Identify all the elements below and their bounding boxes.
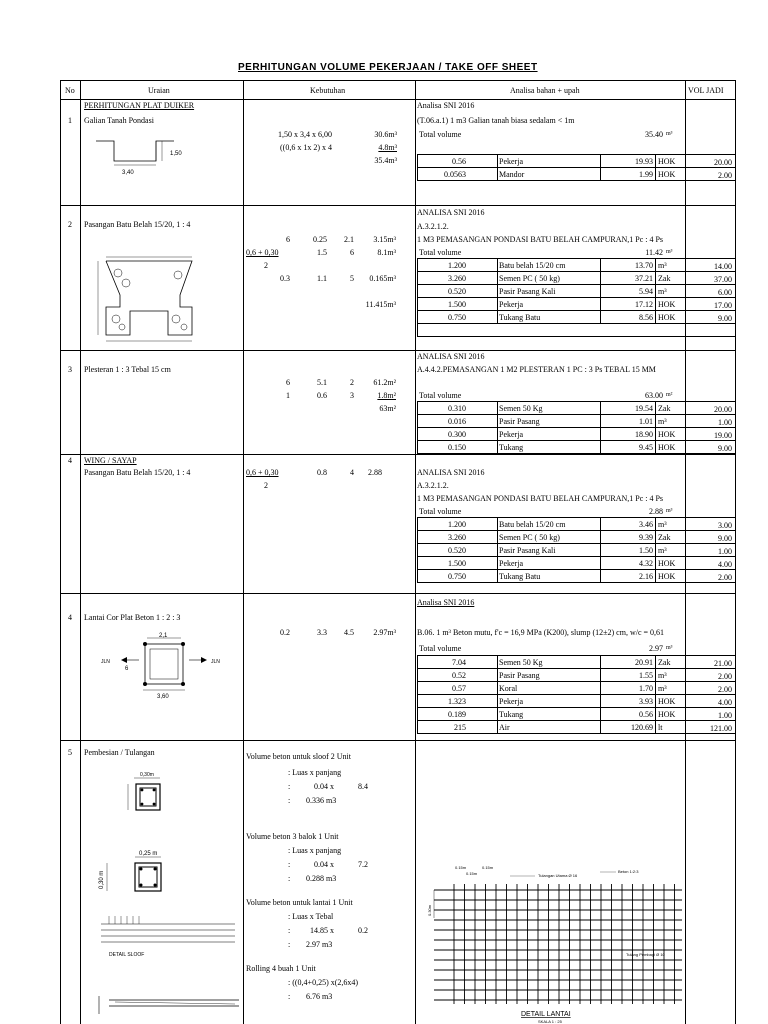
total-volume-label: Total volume — [419, 130, 462, 139]
excavation-diagram — [92, 135, 202, 180]
sloof-section-diagram — [98, 772, 168, 832]
rebar-bar-diagram — [95, 992, 243, 1016]
table-row-qty: 0.56 — [639, 710, 653, 719]
table-row-qty: 37.21 — [635, 274, 653, 283]
table-row-coef: 1.200 — [448, 520, 466, 529]
calc-block-title: Volume beton 3 balok 1 Unit — [246, 832, 339, 841]
table-row-qty: 8.56 — [639, 313, 653, 322]
calc-b: 0.8 — [317, 468, 327, 477]
calc-a: 0,6 + 0,30 — [246, 248, 279, 257]
total-volume-label: Total volume — [419, 644, 462, 653]
table-row-coef: 0.016 — [448, 417, 466, 426]
analysis-desc: (T.06.a.1) 1 m3 Galian tanah biasa sedalam < 1m — [417, 116, 575, 125]
calc-val-2: 4.8m³ — [378, 143, 397, 152]
item-title: Galian Tanah Pondasi — [84, 116, 154, 125]
table-row-qty: 4.32 — [639, 559, 653, 568]
table-row-unit: HOK — [658, 443, 676, 452]
item-number: 1 — [68, 116, 72, 125]
balok-section-diagram — [95, 845, 175, 905]
calc-val: 2.88 — [368, 468, 382, 477]
table-row-name: Semen PC ( 50 kg) — [499, 533, 560, 542]
calc-a: 0,6 + 0,30 — [246, 468, 279, 477]
table-row-unit: Zak — [658, 274, 671, 283]
table-row-unit: m³ — [658, 671, 667, 680]
table-row-unit: HOK — [658, 559, 676, 568]
table-row-coef: 7.04 — [452, 658, 466, 667]
section-heading: PERHITUNGAN PLAT DUIKER — [84, 101, 195, 110]
table-row-vol: 17.00 — [714, 301, 732, 310]
rebar-grid-horizontal — [434, 890, 682, 1000]
calc-b: 1.5 — [317, 248, 327, 257]
table-row-vol: 9.00 — [718, 314, 732, 323]
table-row-qty: 5.94 — [639, 287, 653, 296]
balok-height-label: 0,30 m — [99, 870, 105, 889]
table-row-name: Pasir Pasang — [499, 671, 540, 680]
calc-formula: : ((0,4+0,25) x(2,6x4) — [288, 978, 359, 987]
calc-val: 3.15m³ — [373, 235, 396, 244]
analysis-source: ANALISA SNI 2016 — [417, 468, 485, 477]
calc-val: 2.97m³ — [373, 628, 396, 637]
table-row-name: Pekerja — [499, 157, 523, 166]
calc-val: 8.1m³ — [377, 248, 396, 257]
analysis-desc: B.06. 1 m³ Beton mutu, f'c = 16,9 MPa (K200), slump (12±2) cm, w/c = 0,61 — [417, 628, 665, 637]
total-volume-value: 35.40 — [645, 130, 663, 139]
table-row-unit: m³ — [658, 684, 667, 693]
table-row-name: Tukang — [499, 443, 524, 452]
road-label-right: JLN — [211, 659, 220, 665]
item-number: 2 — [68, 220, 72, 229]
item-number: 3 — [68, 365, 72, 374]
sloof-width-label: 0,30m — [140, 772, 154, 778]
table-row-name: Tukang — [499, 710, 524, 719]
calc-result: 0.336 m3 — [306, 796, 337, 805]
total-volume-label: Total volume — [419, 391, 462, 400]
table-row-vol: 37.00 — [714, 275, 732, 284]
table-row-vol: 19.00 — [714, 431, 732, 440]
table-row-qty: 1.99 — [639, 170, 653, 179]
analysis-source: ANALISA SNI 2016 — [417, 352, 485, 361]
header-vol-jadi: VOL JADI — [688, 86, 724, 95]
calc-b: 0.6 — [317, 391, 327, 400]
table-row-name: Pekerja — [499, 697, 523, 706]
table-row-unit: Zak — [658, 404, 671, 413]
total-volume-unit: m³ — [666, 645, 673, 651]
dim-bottom: 3,60 — [157, 694, 169, 700]
table-row-vol: 21.00 — [714, 659, 732, 668]
calc-a: 0.3 — [280, 274, 290, 283]
table-row-unit: m³ — [658, 520, 667, 529]
header-analisa: Analisa bahan + upah — [510, 86, 580, 95]
table-row-name: Pasir Pasang Kali — [499, 287, 556, 296]
total-volume-unit: m² — [666, 392, 673, 398]
dim-side: 6 — [125, 666, 129, 672]
spacing-label: 0.15m — [455, 865, 467, 870]
table-row-unit: HOK — [658, 710, 676, 719]
table-row-qty: 120.69 — [631, 723, 653, 732]
foundation-section-diagram — [92, 255, 212, 350]
balok-width-label: 0,25 m — [139, 851, 158, 857]
table-row-unit: HOK — [658, 300, 676, 309]
total-volume-value: 2.97 — [649, 644, 663, 653]
total-volume-value: 63.00 — [645, 391, 663, 400]
header-kebutuhan: Kebutuhan — [310, 86, 346, 95]
table-row-coef: 0.0563 — [444, 170, 466, 179]
table-row-vol: 2.00 — [718, 573, 732, 582]
calc-colon: : — [288, 940, 291, 949]
table-row-coef: 1.500 — [448, 559, 466, 568]
table-row-unit: m³ — [658, 287, 667, 296]
calc-c: 2.1 — [344, 235, 354, 244]
table-row-name: Pasir Pasang Kali — [499, 546, 556, 555]
table-row-qty: 19.93 — [635, 157, 653, 166]
calc-val: 61.2m² — [373, 378, 396, 387]
table-row-coef: 0.52 — [452, 671, 466, 680]
total-volume-unit: m³ — [666, 131, 673, 137]
calc-factor: 0.04 x — [314, 782, 334, 791]
page-title: PERHITUNGAN VOLUME PEKERJAAN / TAKE OFF SHEET — [238, 62, 538, 73]
table-row-unit: HOK — [658, 697, 676, 706]
item-number: 4 — [68, 613, 72, 622]
table-row-unit: HOK — [658, 157, 676, 166]
table-row-name: Pekerja — [499, 300, 523, 309]
table-row-coef: 0.57 — [452, 684, 466, 693]
calc-a: 6 — [286, 378, 290, 387]
section-heading: WING / SAYAP — [84, 456, 137, 465]
table-row-coef: 0.300 — [448, 430, 466, 439]
table-row-vol: 121.00 — [710, 724, 732, 733]
calc-result: 0.288 m3 — [306, 874, 337, 883]
calc-factor: 8.4 — [358, 782, 368, 791]
table-row-coef: 0.750 — [448, 313, 466, 322]
sloof-detail-diagram — [95, 908, 240, 973]
dim-top: 2,1 — [159, 633, 168, 639]
item-title: Pasangan Batu Belah 15/20, 1 : 4 — [84, 468, 191, 477]
calc-factor: 14.85 x — [310, 926, 334, 935]
analysis-desc: A.4.4.2.PEMASANGAN 1 M2 PLESTERAN 1 PC : 3 Ps TEBAL 15 MM — [417, 365, 656, 374]
floor-reinforcement-detail — [420, 860, 685, 1024]
calc-divisor: 2 — [264, 261, 268, 270]
table-row-coef: 0.520 — [448, 546, 466, 555]
item-number: 5 — [68, 748, 72, 757]
calc-divisor: 2 — [264, 481, 268, 490]
table-row-name: Semen 50 Kg — [499, 404, 543, 413]
table-row-name: Pasir Pasang — [499, 417, 540, 426]
calc-val: 1.8m² — [377, 391, 396, 400]
calc-total: 35.4m³ — [374, 156, 397, 165]
calc-b: 3.3 — [317, 628, 327, 637]
calc-total: 63m² — [379, 404, 396, 413]
table-row-qty: 1.70 — [639, 684, 653, 693]
table-row-name: Pekerja — [499, 430, 523, 439]
table-row-coef: 3.260 — [448, 274, 466, 283]
main-rebar-label: Tulangan Utama Ø 16 — [538, 873, 578, 878]
table-row-qty: 19.54 — [635, 404, 653, 413]
analysis-source: Analisa SNI 2016 — [417, 598, 475, 607]
scale-label: SKALA 1 : 25 — [538, 1019, 562, 1024]
calc-total: 11.415m³ — [365, 300, 396, 309]
spacing-label: 0.15m — [466, 871, 478, 876]
calc-block-title: Rolling 4 buah 1 Unit — [246, 964, 316, 973]
analysis-source: ANALISA SNI 2016 — [417, 208, 485, 217]
table-row-coef: 1.323 — [448, 697, 466, 706]
table-row-coef: 1.200 — [448, 261, 466, 270]
spacing-label: 0.15m — [482, 865, 494, 870]
calc-colon: : — [288, 992, 291, 1001]
table-row-vol: 14.00 — [714, 262, 732, 271]
calc-colon: : — [288, 782, 291, 791]
table-row-name: Pekerja — [499, 559, 523, 568]
table-row-unit: lt — [658, 723, 663, 732]
table-row-vol: 1.00 — [718, 418, 732, 427]
analysis-desc: 1 M3 PEMASANGAN PONDASI BATU BELAH CAMPURAN,1 Pc : 4 Ps — [417, 235, 664, 244]
calc-factor: 0.04 x — [314, 860, 334, 869]
table-row-vol: 3.00 — [718, 521, 732, 530]
table-row-unit: m³ — [658, 546, 667, 555]
calc-formula: : Luas x panjang — [288, 846, 342, 855]
calc-c: 2 — [350, 378, 354, 387]
calc-result: 2.97 m3 — [306, 940, 333, 949]
header-no: No — [65, 86, 75, 95]
dim-width: 3,40 — [122, 170, 134, 176]
floor-plan-diagram — [95, 632, 235, 702]
calc-a: 0.2 — [280, 628, 290, 637]
calc-result: 6.76 m3 — [306, 992, 333, 1001]
table-row-coef: 0.189 — [448, 710, 466, 719]
table-row-unit: Zak — [658, 658, 671, 667]
calc-factor: 7.2 — [358, 860, 368, 869]
item-number: 4 — [68, 456, 72, 465]
total-volume-label: Total volume — [419, 248, 462, 257]
table-row-vol: 20.00 — [714, 158, 732, 167]
table-row-unit: HOK — [658, 430, 676, 439]
total-volume-value: 2.88 — [649, 507, 663, 516]
table-row-vol: 1.00 — [718, 711, 732, 720]
table-row-qty: 3.46 — [639, 520, 653, 529]
table-row-name: Semen 50 Kg — [499, 658, 543, 667]
analysis-code: A.3.2.1.2. — [417, 481, 449, 490]
table-row-name: Semen PC ( 50 kg) — [499, 274, 560, 283]
item-title: Pasangan Batu Belah 15/20, 1 : 4 — [84, 220, 191, 229]
total-volume-unit: m³ — [666, 249, 673, 255]
analysis-code: A.3.2.1.2. — [417, 222, 449, 231]
calc-a: 6 — [286, 235, 290, 244]
total-volume-label: Total volume — [419, 507, 462, 516]
table-row-qty: 1.50 — [639, 546, 653, 555]
table-row-coef: 0.150 — [448, 443, 466, 452]
table-row-vol: 6.00 — [718, 288, 732, 297]
rebar-grid-vertical — [454, 884, 675, 1004]
dim-height: 1,50 — [170, 151, 182, 157]
calc-b: 0.25 — [313, 235, 327, 244]
calc-factor: 0.2 — [358, 926, 368, 935]
table-row-unit: HOK — [658, 313, 676, 322]
table-row-qty: 3.93 — [639, 697, 653, 706]
table-row-unit: HOK — [658, 170, 676, 179]
calc-c: 6 — [350, 248, 354, 257]
table-row-name: Mandor — [499, 170, 525, 179]
table-row-name: Tukang Batu — [499, 313, 541, 322]
calc-b: 5.1 — [317, 378, 327, 387]
table-row-name: Air — [499, 723, 510, 732]
table-row-unit: m³ — [658, 261, 667, 270]
table-row-qty: 2.16 — [639, 572, 653, 581]
calc-formula: : Luas x Tebal — [288, 912, 334, 921]
calc-c: 4.5 — [344, 628, 354, 637]
table-row-coef: 215 — [454, 723, 466, 732]
item-title: Lantai Cor Plat Beton 1 : 2 : 3 — [84, 613, 181, 622]
road-label-left: JLN — [101, 659, 110, 665]
divider-rebar-label: Tulang Pembagi Ø 10 — [626, 952, 665, 957]
table-row-vol: 1.00 — [718, 547, 732, 556]
table-row-coef: 0.310 — [448, 404, 466, 413]
calc-c: 5 — [350, 274, 354, 283]
table-row-qty: 1.55 — [639, 671, 653, 680]
table-row-vol: 4.00 — [718, 560, 732, 569]
calc-block-title: Volume beton untuk sloof 2 Unit — [246, 752, 351, 761]
calc-c: 3 — [350, 391, 354, 400]
table-row-qty: 9.45 — [639, 443, 653, 452]
table-row-vol: 9.00 — [718, 444, 732, 453]
calc-colon: : — [288, 796, 291, 805]
table-row-coef: 1.500 — [448, 300, 466, 309]
table-row-qty: 20.91 — [635, 658, 653, 667]
total-volume-unit: m³ — [666, 508, 673, 514]
table-row-qty: 18.90 — [635, 430, 653, 439]
calc-block-title: Volume beton untuk lantai 1 Unit — [246, 898, 353, 907]
calc-c: 4 — [350, 468, 354, 477]
detail-lantai-label: DETAIL LANTAI — [521, 1011, 571, 1018]
calc-b: 1.1 — [317, 274, 327, 283]
analysis-desc: 1 M3 PEMASANGAN PONDASI BATU BELAH CAMPURAN,1 Pc : 4 Ps — [417, 494, 664, 503]
table-row-vol: 20.00 — [714, 405, 732, 414]
calc-a: 1 — [286, 391, 290, 400]
table-row-coef: 0.520 — [448, 287, 466, 296]
table-row-coef: 0.750 — [448, 572, 466, 581]
thickness-label: 0.30m — [427, 904, 432, 916]
table-row-unit: Zak — [658, 533, 671, 542]
table-row-name: Batu belah 15/20 cm — [499, 520, 566, 529]
calc-val: 0.165m³ — [369, 274, 396, 283]
table-row-qty: 1.01 — [639, 417, 653, 426]
table-row-unit: HOK — [658, 572, 676, 581]
item-title: Plesteran 1 : 3 Tebal 15 cm — [84, 365, 171, 374]
table-row-coef: 0.56 — [452, 157, 466, 166]
calc-colon: : — [288, 874, 291, 883]
header-uraian: Uraian — [148, 86, 170, 95]
concrete-label: Beton 1:2:3 — [618, 869, 639, 874]
table-row-vol: 2.00 — [718, 171, 732, 180]
calc-colon: : — [288, 860, 291, 869]
table-row-name: Tukang Batu — [499, 572, 541, 581]
calc-val-1: 30.6m³ — [374, 130, 397, 139]
table-row-unit: m³ — [658, 417, 667, 426]
calc-formula: : Luas x panjang — [288, 768, 342, 777]
table-row-vol: 2.00 — [718, 672, 732, 681]
table-row-name: Batu belah 15/20 cm — [499, 261, 566, 270]
table-row-vol: 9.00 — [718, 534, 732, 543]
item-title: Pembesian / Tulangan — [84, 748, 155, 757]
table-row-coef: 3.260 — [448, 533, 466, 542]
table-row-vol: 2.00 — [718, 685, 732, 694]
table-row-qty: 9.39 — [639, 533, 653, 542]
calc-expr-1: 1,50 x 3,4 x 6,00 — [278, 130, 332, 139]
calc-colon: : — [288, 926, 291, 935]
table-row-vol: 4.00 — [718, 698, 732, 707]
table-row-name: Koral — [499, 684, 518, 693]
analysis-source: Analisa SNI 2016 — [417, 101, 475, 110]
table-row-qty: 17.12 — [635, 300, 653, 309]
table-row-qty: 13.70 — [635, 261, 653, 270]
detail-sloof-label: DETAIL SLOOF — [109, 952, 145, 958]
calc-expr-2: ((0,6 x 1x 2) x 4 — [280, 143, 332, 152]
total-volume-value: 11.42 — [645, 248, 663, 257]
